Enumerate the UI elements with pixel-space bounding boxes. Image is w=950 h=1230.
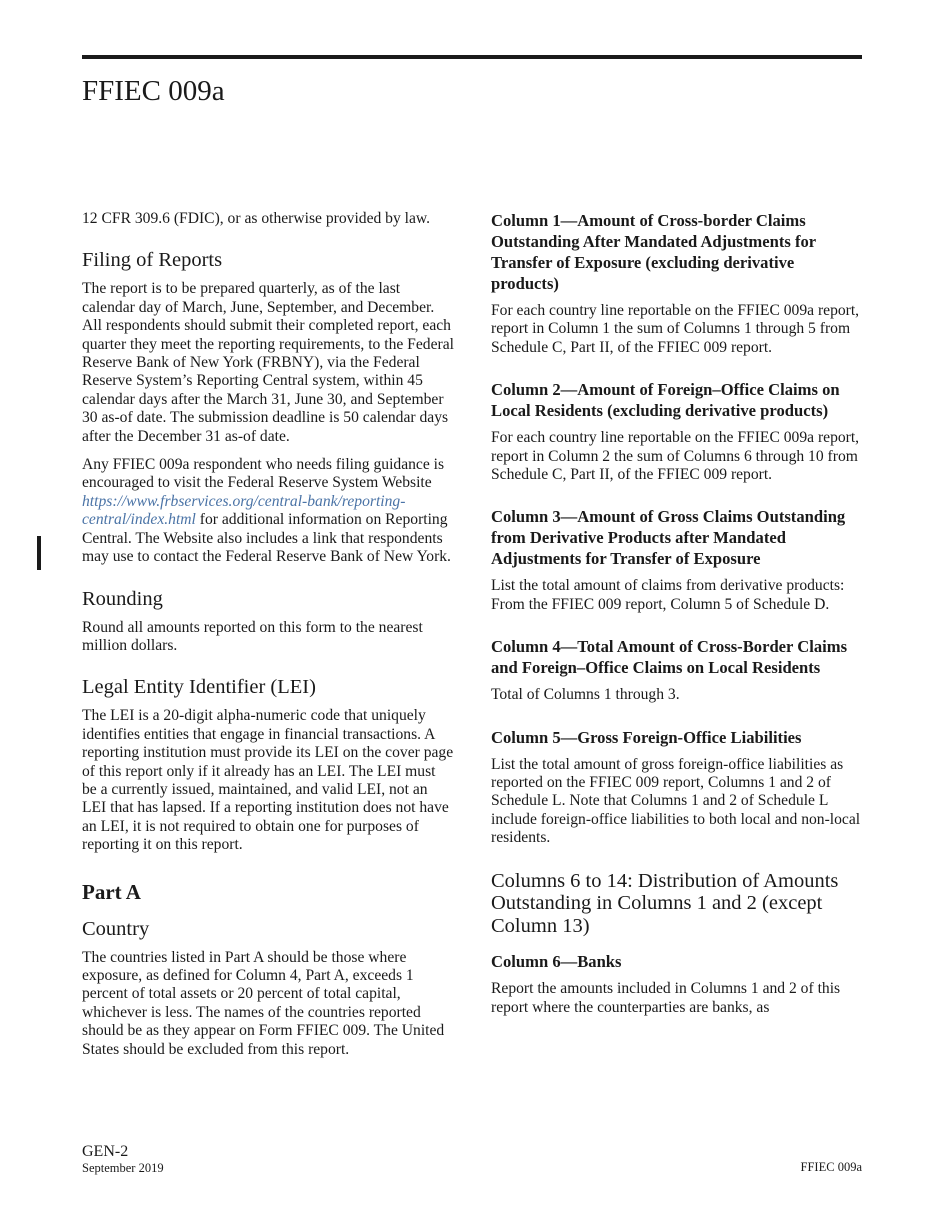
column-6-paragraph: Report the amounts included in Columns 1 and 2 of this report where the counterparties are banks, as	[491, 980, 841, 1016]
guidance-paragraph	[82, 456, 454, 566]
column-1-heading: Column 1—Amount of Cross-border Claims Outstanding After Mandated Adjustments for Transfer of Exposure (excluding derivative products)	[491, 211, 816, 293]
country-heading: Country	[82, 917, 150, 940]
filing-heading: Filing of Reports	[82, 249, 223, 272]
left-column	[82, 210, 454, 1069]
rounding-heading: Rounding	[82, 587, 163, 610]
guidance-text-pre: Any FFIEC 009a respondent who needs filing guidance is encouraged to visit the Federal Reserve System Website	[82, 456, 445, 492]
column-2-paragraph: For each country line reportable on the FFIEC 009a report, report in Column 2 the sum of Columns 6 through 10 from Schedule C, Part II, of the FFIEC 009 report.	[491, 429, 860, 484]
columns-6-14-heading: Columns 6 to 14: Distribution of Amounts Outstanding in Columns 1 and 2 (except Column 13)	[491, 869, 839, 937]
column-6-heading: Column 6—Banks	[491, 952, 622, 972]
footer-form-name: FFIEC 009a	[800, 1160, 862, 1174]
column-2-heading: Column 2—Amount of Foreign–Office Claims on Local Residents (excluding derivative products)	[491, 380, 840, 421]
guidance-text-post: for additional information on Reporting Central. The Website also includes a link that respondents may use to contact the Federal Reserve Bank of New York.	[82, 511, 451, 566]
column-3-heading: Column 3—Amount of Gross Claims Outstanding from Derivative Products after Mandated Adjustments for Transfer of Exposure	[491, 507, 846, 569]
column-3-paragraph: List the total amount of claims from derivative products: From the FFIEC 009 report, Column 5 of Schedule D.	[491, 577, 845, 613]
lei-heading: Legal Entity Identifier (LEI)	[82, 676, 316, 699]
page-number: GEN-2	[82, 1143, 129, 1160]
column-5-heading: Column 5—Gross Foreign-Office Liabilities	[491, 727, 802, 747]
column-1-paragraph: For each country line reportable on the FFIEC 009a report, report in Column 1 the sum of Columns 1 through 5 from Schedule C, Part II, of the FFIEC 009 report.	[491, 302, 860, 356]
top-rule	[82, 55, 862, 59]
filing-paragraph: The report is to be prepared quarterly, as of the last calendar day of March, June, September, and December. All respondents should submit their completed report, each quarter they meet the reporting requirements, to the Federal Reserve Bank of New York (FRBNY), via the Federal Reserve System’s Reporting Central system, within 45 calendar days after the March 31, June 30, and September 30 as-of date. The submission deadline is 50 calendar days after the December 31 as-of date.	[82, 280, 454, 445]
right-column	[491, 210, 861, 1027]
country-paragraph: The countries listed in Part A should be those where exposure, as defined for Column 4, Part A, exceeds 1 percent of total assets or 20 percent of total capital, whichever is less. The names of the countries reported should be as they appear on Form FFIEC 009. The United States should be excluded from this report.	[82, 948, 445, 1058]
footer-left	[82, 1143, 164, 1176]
intro-paragraph: 12 CFR 309.6 (FDIC), or as otherwise provided by law.	[82, 210, 431, 227]
column-4-paragraph: Total of Columns 1 through 3.	[491, 686, 680, 704]
change-bar	[37, 536, 41, 570]
column-5-paragraph: List the total amount of gross foreign-office liabilities as reported on the FFIEC 009 report, Columns 1 and 2 of Schedule L. Note that Columns 1 and 2 of Schedule L include foreign-office liabilities to both local and non-local residents.	[491, 755, 861, 847]
column-4-heading: Column 4—Total Amount of Cross-Border Claims and Foreign–Office Claims on Local Residents	[491, 637, 848, 678]
document-title: FFIEC 009a	[82, 75, 225, 107]
lei-paragraph: The LEI is a 20-digit alpha-numeric code that uniquely identifies entities that engage in financial transactions. A reporting institution must provide its LEI on the cover page of this report only if it already has an LEI. The LEI must be a currently issued, maintained, and valid LEI, not an LEI that has lapsed. If a reporting institution does not have an LEI, it is not required to obtain one for purposes of reporting it on this report.	[82, 707, 454, 854]
footer-date: September 2019	[82, 1161, 164, 1175]
part-a-heading: Part A	[82, 879, 141, 904]
rounding-paragraph: Round all amounts reported on this form to the nearest million dollars.	[82, 618, 423, 654]
reporting-central-link[interactable]: https://www.frbservices.org/central-bank/reporting-central/index.html	[82, 492, 406, 529]
